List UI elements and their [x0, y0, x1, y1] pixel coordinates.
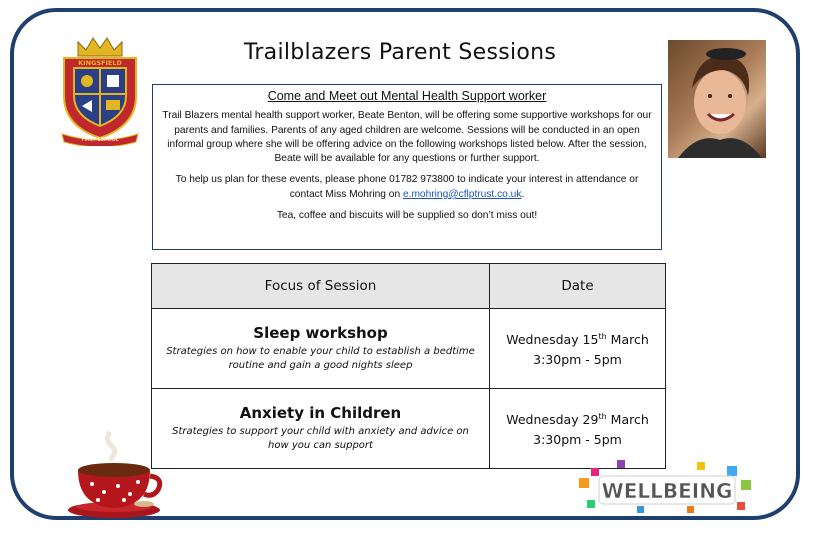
- wellbeing-badge-logo: [577, 458, 757, 516]
- intro-box: [152, 84, 662, 250]
- contact-text: To help us plan for these events, please phone 01782 973800 to indicate your interest in attendance or contact Miss Mohring on: [175, 174, 639, 200]
- sessions-table: [151, 263, 666, 469]
- session-name: Anxiety in Children: [239, 404, 402, 422]
- session-time: 3:30pm - 5pm: [533, 432, 622, 448]
- email-link[interactable]: e.mohring@cflptrust.co.uk: [402, 188, 522, 200]
- session-day-suffix: th: [598, 331, 607, 341]
- header-date: Date: [490, 264, 666, 309]
- tea-cup-icon: [64, 430, 168, 520]
- table-row: [152, 389, 666, 469]
- header-focus: Focus of Session: [152, 264, 490, 309]
- session-date-cell: [490, 389, 666, 469]
- session-focus-cell: [152, 389, 490, 469]
- wellbeing-text: WELLBEING: [601, 479, 733, 503]
- intro-heading: Come and Meet out Mental Health Support worker: [267, 89, 547, 103]
- contact-paragraph: [161, 173, 653, 202]
- session-focus-cell: [152, 309, 490, 389]
- table-header-row: [152, 264, 666, 309]
- session-day: Wednesday 15: [506, 332, 599, 348]
- session-name: Sleep workshop: [253, 324, 388, 342]
- session-day-suffix: th: [598, 411, 607, 421]
- session-description: Strategies on how to enable your child to establish a bedtime routine and gain a good nights sleep: [166, 346, 475, 371]
- refreshments-note: Tea, coffee and biscuits will be supplied so don’t miss out!: [276, 210, 538, 222]
- session-month: March: [606, 332, 649, 348]
- school-crest-logo: [56, 34, 144, 146]
- support-worker-photo: [668, 40, 766, 158]
- crest-bottom-text: FIRST SCHOOL: [81, 137, 119, 143]
- session-month: March: [606, 412, 649, 428]
- crest-top-text: KINGSFIELD: [78, 59, 122, 67]
- intro-paragraph: Trail Blazers mental health support worker, Beate Benton, will be offering some supportive workshops for our parents and families. Parents of any aged children are welcome. Sessions will be conducted in an open informal group where she will be offering advice on the following workshops listed below. After the session, Beate will be available for any questions or further support.: [162, 110, 652, 165]
- page-title: Trailblazers Parent Sessions: [243, 40, 557, 65]
- contact-text-end: .: [521, 188, 525, 200]
- session-date-cell: [490, 309, 666, 389]
- session-day: Wednesday 29: [506, 412, 599, 428]
- session-description: Strategies to support your child with anxiety and advice on how you can support: [172, 426, 469, 451]
- table-row: [152, 309, 666, 389]
- session-time: 3:30pm - 5pm: [533, 352, 622, 368]
